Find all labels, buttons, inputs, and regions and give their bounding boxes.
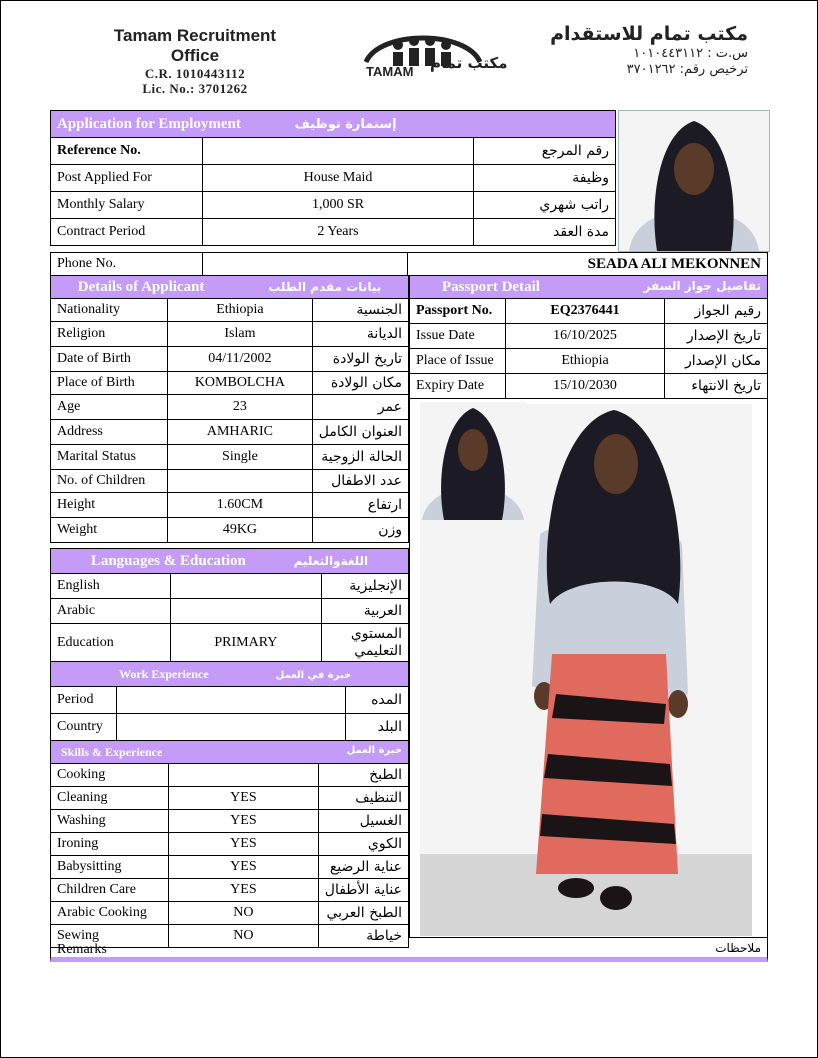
table-row: [51, 599, 409, 624]
application-table: [50, 110, 616, 246]
cleaning-value: YES: [169, 787, 319, 810]
post-label-ar: وظيفة: [474, 165, 616, 192]
table-row: [51, 764, 409, 787]
skills-title-en: Skills & Experience: [61, 744, 163, 759]
contract-label-ar: مدة العقد: [474, 219, 616, 246]
company-lic-ar: ترخيص رقم: ٣٧٠١٢٦٢: [626, 62, 748, 77]
applicant-name: SEADA ALI MEKONNEN: [408, 253, 768, 276]
portrait-figure-icon: [619, 111, 769, 251]
salary-value: 1,000 SR: [202, 192, 473, 219]
issue-date-value: 16/10/2025: [505, 324, 664, 349]
languages-table: [50, 548, 409, 663]
weight-label-ar: وزن: [312, 518, 408, 543]
babysitting-label: Babysitting: [51, 856, 169, 879]
table-row: [51, 299, 409, 322]
expiry-date-label: Expiry Date: [410, 374, 506, 399]
applicant-portrait-photo: [618, 110, 770, 252]
company-cr-en: C.R. 1010443112: [144, 66, 246, 81]
passport-title-en: Passport Detail: [442, 278, 540, 295]
contract-value: 2 Years: [202, 219, 473, 246]
post-label: Post Applied For: [51, 165, 203, 192]
religion-value: Islam: [168, 322, 313, 347]
sewing-value: NO: [169, 925, 319, 948]
work-title-en: Work Experience: [119, 666, 209, 681]
cooking-label-ar: الطبخ: [318, 764, 408, 787]
weight-label: Weight: [51, 518, 168, 543]
table-row: [51, 787, 409, 810]
table-row: [51, 833, 409, 856]
languages-title-en: Languages & Education: [90, 552, 246, 569]
passport-no-value: EQ2376441: [505, 299, 664, 324]
table-row: [51, 518, 409, 543]
address-label-ar: العنوان الكامل: [312, 420, 408, 445]
passport-table: [409, 275, 768, 399]
arabic-cooking-label-ar: الطبخ العربي: [318, 902, 408, 925]
languages-header: [51, 549, 409, 574]
application-row: [51, 138, 616, 165]
applicant-small-portrait-photo: [420, 402, 526, 520]
table-row: [51, 372, 409, 395]
application-title-en: Application for Employment: [57, 115, 241, 132]
small-portrait-figure-icon: [420, 402, 526, 520]
place-of-issue-label: Place of Issue: [410, 349, 506, 374]
issue-date-label-ar: تاريخ الإصدار: [665, 324, 768, 349]
country-value: [116, 714, 345, 741]
table-row: [410, 349, 768, 374]
arabic-label-ar: العربية: [322, 599, 409, 624]
company-header-en: [92, 26, 298, 96]
reference-value: [202, 138, 473, 165]
age-label-ar: عمر: [312, 395, 408, 420]
marital-value: Single: [168, 445, 313, 470]
work-title-ar: خبرة في العمل: [275, 669, 352, 681]
table-row: [51, 493, 409, 518]
logo-text-en: TAMAM: [366, 64, 414, 79]
education-value: PRIMARY: [170, 624, 321, 663]
address-label: Address: [51, 420, 168, 445]
table-row: [51, 470, 409, 493]
height-label: Height: [51, 493, 168, 518]
skills-header: [51, 741, 409, 764]
sewing-label-ar: خياطة: [318, 925, 408, 948]
children-value: [168, 470, 313, 493]
work-table: [50, 661, 409, 741]
details-title-ar: بيانات مقدم الطلب: [268, 279, 382, 294]
remarks-label-ar: ملاحظات: [715, 941, 761, 955]
table-row: [51, 322, 409, 347]
education-label-ar: المستوي التعليمي: [322, 624, 409, 663]
ironing-value: YES: [169, 833, 319, 856]
application-row: [51, 165, 616, 192]
table-row: [51, 902, 409, 925]
expiry-date-label-ar: تاريخ الانتهاء: [665, 374, 768, 399]
table-row: [51, 445, 409, 470]
english-value: [170, 574, 321, 599]
arabic-value: [170, 599, 321, 624]
marital-label-ar: الحالة الزوجية: [312, 445, 408, 470]
dob-value: 04/11/2002: [168, 347, 313, 372]
nationality-label-ar: الجنسية: [312, 299, 408, 322]
reference-label-ar: رقم المرجع: [474, 138, 616, 165]
company-lic-en: Lic. No.: 3701262: [142, 81, 248, 96]
details-title-en: Details of Applicant: [77, 278, 205, 295]
phone-label: Phone No.: [51, 253, 203, 276]
languages-title-ar: اللغةوالتعليم: [293, 553, 369, 568]
company-name-ar: مكتب تمام للاستقدام: [550, 23, 748, 45]
table-row: [410, 324, 768, 349]
application-row: [51, 219, 616, 246]
country-label: Country: [51, 714, 117, 741]
period-value: [116, 687, 345, 714]
passport-header: [410, 276, 768, 299]
babysitting-value: YES: [169, 856, 319, 879]
english-label: English: [51, 574, 171, 599]
marital-label: Marital Status: [51, 445, 168, 470]
cooking-label: Cooking: [51, 764, 169, 787]
place-of-issue-value: Ethiopia: [505, 349, 664, 374]
table-row: [51, 856, 409, 879]
place-of-issue-label-ar: مكان الإصدار: [665, 349, 768, 374]
contract-label: Contract Period: [51, 219, 203, 246]
phone-value: [202, 253, 408, 276]
table-row: [410, 374, 768, 399]
skills-table: [50, 740, 409, 948]
post-value: House Maid: [202, 165, 473, 192]
table-row: [51, 395, 409, 420]
period-label: Period: [51, 687, 117, 714]
table-row: [51, 420, 409, 445]
children-label-ar: عدد الاطفال: [312, 470, 408, 493]
table-row: [51, 624, 409, 663]
babysitting-label-ar: عناية الرضيع: [318, 856, 408, 879]
salary-label: Monthly Salary: [51, 192, 203, 219]
salary-label-ar: راتب شهري: [474, 192, 616, 219]
logo-text-ar: مكتب تمام: [430, 54, 508, 72]
age-label: Age: [51, 395, 168, 420]
address-value: AMHARIC: [168, 420, 313, 445]
dob-label: Date of Birth: [51, 347, 168, 372]
period-label-ar: المده: [346, 687, 409, 714]
religion-label: Religion: [51, 322, 168, 347]
children-label: No. of Children: [51, 470, 168, 493]
details-table: [50, 275, 409, 543]
table-row: [51, 879, 409, 902]
arabic-cooking-label: Arabic Cooking: [51, 902, 169, 925]
reference-label: Reference No.: [51, 138, 203, 165]
nationality-value: Ethiopia: [168, 299, 313, 322]
english-label-ar: الإنجليزية: [322, 574, 409, 599]
work-header: [51, 662, 409, 687]
company-name-en: Tamam Recruitment Office: [113, 26, 277, 65]
dob-label-ar: تاريخ الولادة: [312, 347, 408, 372]
cleaning-label-ar: التنظيف: [318, 787, 408, 810]
sewing-label: Sewing: [51, 925, 169, 948]
washing-value: YES: [169, 810, 319, 833]
ironing-label-ar: الكوي: [318, 833, 408, 856]
age-value: 23: [168, 395, 313, 420]
country-label-ar: البلد: [346, 714, 409, 741]
childcare-label-ar: عناية الأطفال: [318, 879, 408, 902]
washing-label: Washing: [51, 810, 169, 833]
cleaning-label: Cleaning: [51, 787, 169, 810]
passport-title-ar: تفاصيل جواز السفر: [643, 278, 761, 293]
arabic-cooking-value: NO: [169, 902, 319, 925]
expiry-date-value: 15/10/2030: [505, 374, 664, 399]
table-row: [51, 687, 409, 714]
table-row: [410, 299, 768, 324]
height-value: 1.60CM: [168, 493, 313, 518]
passport-no-label-ar: رقيم الجواز: [665, 299, 768, 324]
company-header-ar: [538, 22, 748, 78]
table-row: [51, 810, 409, 833]
details-header: [51, 276, 409, 299]
table-row: [51, 714, 409, 741]
application-row: [51, 192, 616, 219]
religion-label-ar: الديانة: [312, 322, 408, 347]
pob-value: KOMBOLCHA: [168, 372, 313, 395]
arabic-label: Arabic: [51, 599, 171, 624]
skills-title-ar: خبرة العمل: [346, 744, 402, 756]
pob-label: Place of Birth: [51, 372, 168, 395]
nationality-label: Nationality: [51, 299, 168, 322]
washing-label-ar: الغسيل: [318, 810, 408, 833]
table-row: [51, 347, 409, 372]
application-title-ar: إستمارة توظيف: [294, 116, 397, 132]
remarks-row: [50, 938, 768, 962]
table-row: [51, 574, 409, 599]
ironing-label: Ironing: [51, 833, 169, 856]
issue-date-label: Issue Date: [410, 324, 506, 349]
education-label: Education: [51, 624, 171, 663]
passport-no-label: Passport No.: [410, 299, 506, 324]
childcare-value: YES: [169, 879, 319, 902]
childcare-label: Children Care: [51, 879, 169, 902]
pob-label-ar: مكان الولادة: [312, 372, 408, 395]
cooking-value: [169, 764, 319, 787]
height-label-ar: ارتفاع: [312, 493, 408, 518]
phone-name-table: [50, 252, 768, 276]
company-cr-ar: س.ت : ١٠١٠٤٤٣١١٢: [633, 46, 748, 61]
remarks-label: Remarks: [57, 942, 107, 957]
application-header: [51, 111, 616, 138]
weight-value: 49KG: [168, 518, 313, 543]
